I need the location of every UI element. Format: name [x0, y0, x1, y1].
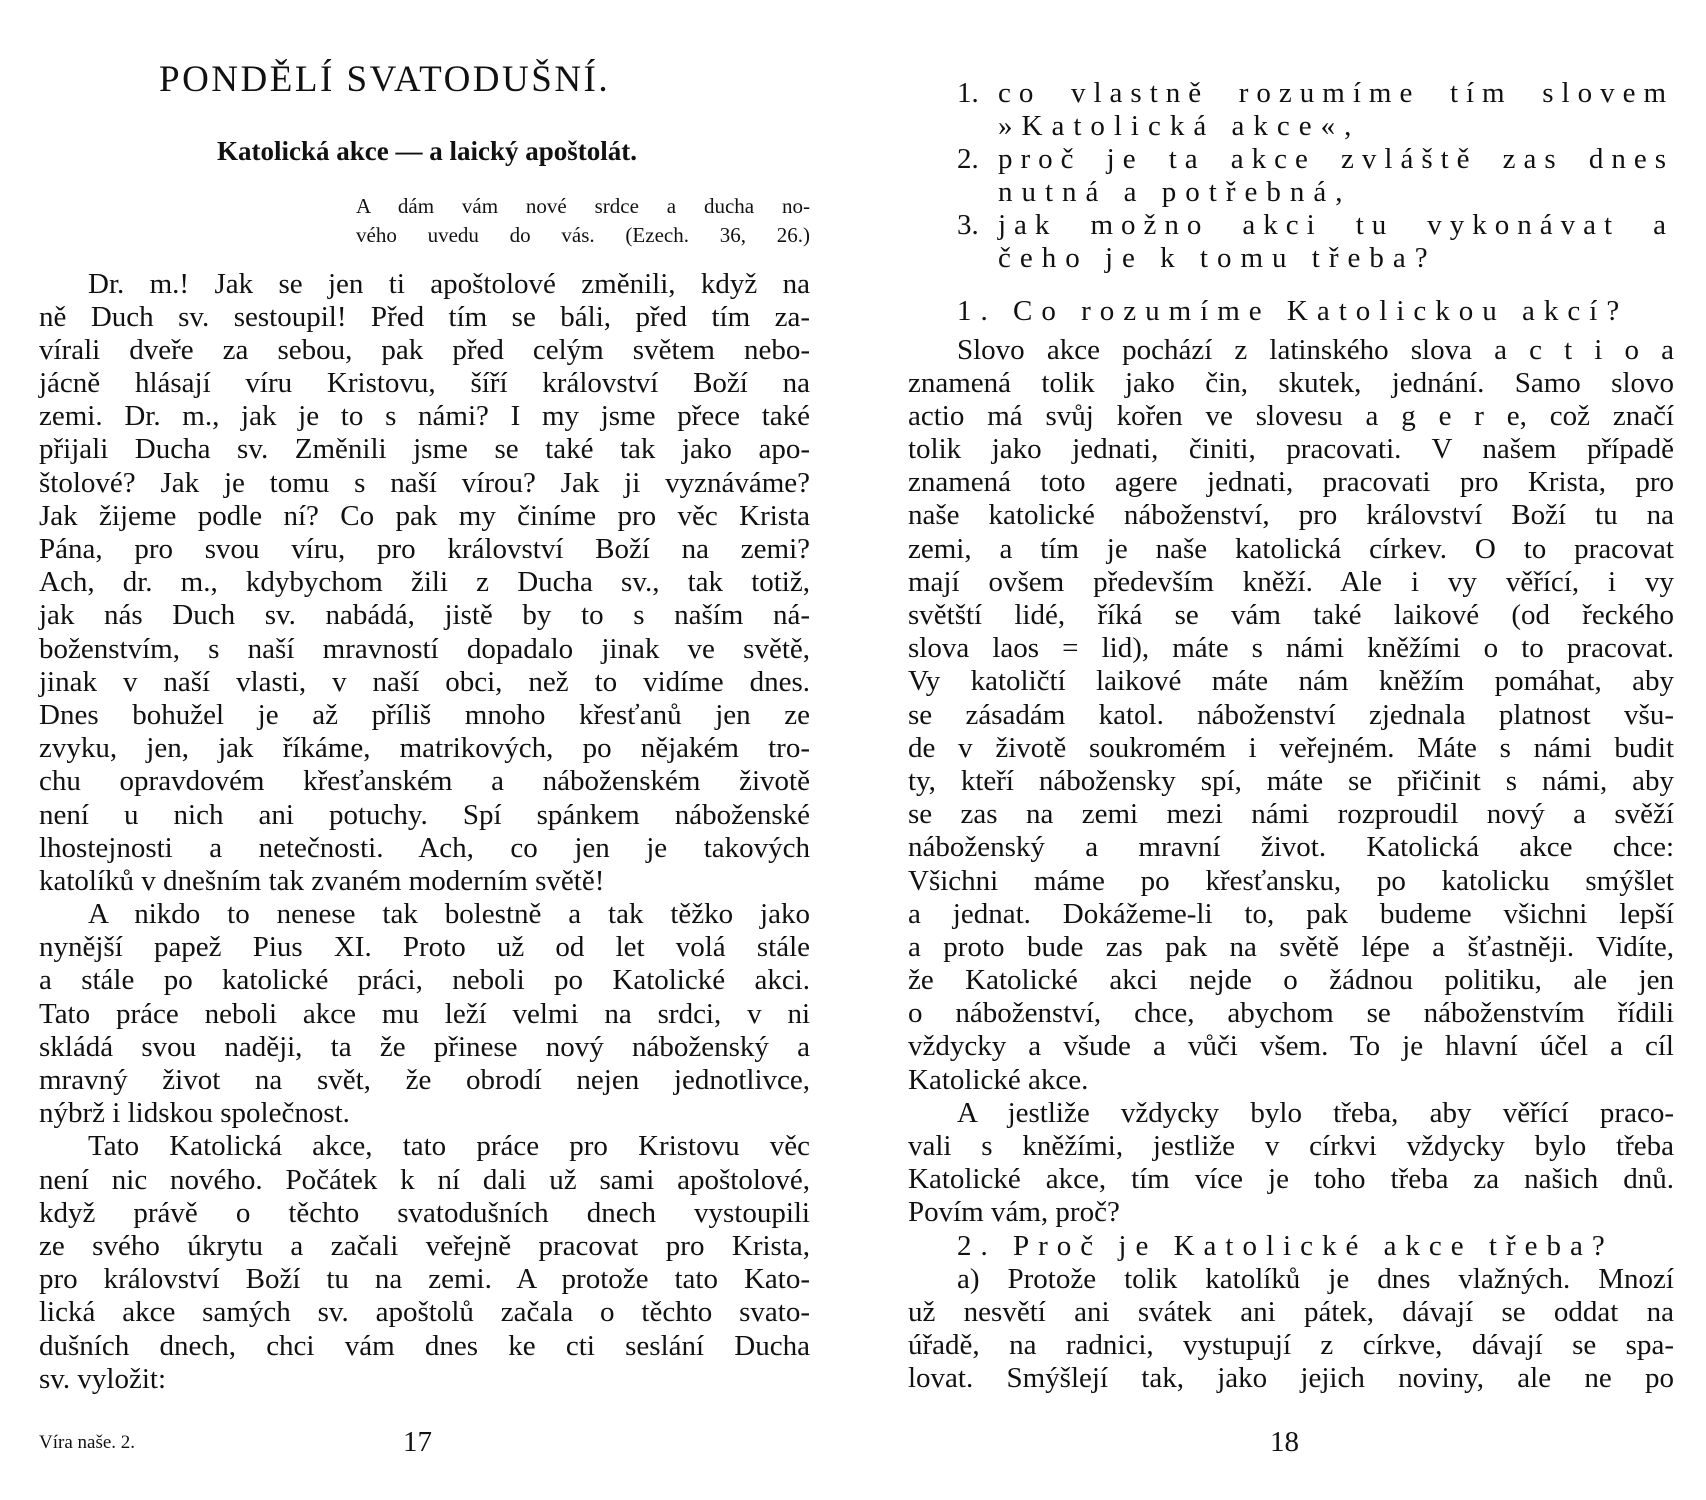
text-line: Pána, pro svou víru, pro království Boží na zemi?: [39, 533, 810, 565]
paragraph: [39, 268, 810, 899]
text-line: pro království Boží tu na zemi. A protože tato Kato-: [39, 1263, 810, 1296]
outline-list: [957, 77, 1674, 276]
text-line: už nesvětí ani svátek ani pátek, dávají se oddat na: [908, 1295, 1674, 1328]
text-line: se zas na zemi mezi námi rozproudil nový a svěží: [908, 798, 1674, 831]
outline-item: [957, 77, 1674, 143]
text-line: vali s kněžími, jestliže v církvi vždycky bylo třeba: [908, 1130, 1674, 1162]
text-line: lovat. Smýšlejí tak, jako jejich noviny, ale ne po: [908, 1362, 1674, 1395]
paragraph: [39, 898, 810, 1130]
epigraph-line: A dám vám nové srdce a ducha no-: [356, 194, 810, 218]
outline-text: [998, 209, 1674, 275]
chapter-title: PONDĚLÍ SVATODUŠNÍ.: [159, 59, 611, 100]
text-line: o náboženství, chce, abychom se náboženstvím řídili: [908, 997, 1674, 1030]
text-line: mravný život na svět, že obrodí nejen jednotlivce,: [39, 1064, 810, 1096]
page-number: 18: [1270, 1426, 1299, 1458]
section-heading-1: 1. Co rozumíme Katolickou akcí?: [957, 295, 1629, 327]
text-line: Dr. m.! Jak se jen ti apoštolové změnili, když na: [88, 267, 810, 300]
text-line: Jak žijeme podle ní? Co pak my činíme pro věc Krista: [39, 499, 810, 532]
text-line: »Katolická akce«,: [998, 109, 1361, 142]
text-line: zemi. Dr. m., jak je to s námi? I my jsme přece také: [39, 400, 810, 433]
text-line: lická akce samých sv. apoštolů začala o těchto svato-: [39, 1296, 810, 1329]
text-line: není u nich ani potuchy. Spí spánkem náboženské: [39, 798, 810, 831]
text-line: ně Duch sv. sestoupil! Před tím se báli, před tím za-: [39, 300, 810, 333]
text-line: co vlastně rozumíme tím slovem: [998, 76, 1674, 109]
text-line: Vy katoličtí laikové máte nám kněžím pomáhat, aby: [908, 665, 1674, 698]
text-line: katolíků v dnešním tak zvaném moderním světě!: [39, 864, 605, 897]
text-line: Katolické akce, tím více je toho třeba za našich dnů.: [908, 1163, 1674, 1196]
outline-number: 2.: [957, 142, 979, 175]
text-line: zvyku, jen, jak říkáme, matrikových, po nějakém tro-: [39, 732, 810, 765]
text-line: a stále po katolické práci, neboli po Katolické akci.: [39, 964, 810, 997]
text-line: přijali Ducha sv. Změnili jsme se také tak jako apo-: [39, 433, 810, 466]
text-line: se zásadám katol. náboženství zjednala platnost všu-: [908, 698, 1674, 731]
text-line: není nic nového. Počátek k ní dali už sami apoštolové,: [39, 1163, 810, 1196]
text-line: Slovo akce pochází z latinského slova a c t i o a: [957, 333, 1674, 366]
text-line: zemi, a tím je naše katolická církev. O to pracovat: [908, 532, 1674, 565]
section-heading-2: 2. Proč je Katolické akce třeba?: [957, 1229, 1614, 1262]
text-line: Dnes bohužel je až příliš mnoho křesťanů jen ze: [39, 698, 810, 731]
text-line: Tato Katolická akce, tato práce pro Kristovu věc: [88, 1130, 810, 1163]
text-line: Povím vám, proč?: [908, 1196, 1120, 1229]
paragraph: [908, 334, 1674, 1097]
text-line: že Katolické akci nejde o žádnou politiku, ale jen: [908, 964, 1674, 997]
text-line: náboženský a mravní život. Katolická akce chce:: [908, 831, 1674, 864]
outline-number: 3.: [957, 209, 979, 242]
text-line: jinak v naší vlasti, v naší obci, než to vidíme dnes.: [39, 665, 810, 698]
text-line: znamená toto agere jednati, pracovati pro Krista, pro: [908, 466, 1674, 499]
text-line: když právě o těchto svatodušních dnech vystoupili: [39, 1196, 810, 1229]
text-line: a) Protože tolik katolíků je dnes vlažných. Mnozí: [957, 1262, 1674, 1295]
text-line: actio má svůj kořen ve slovesu a g e r e, což značí: [908, 399, 1674, 432]
text-line: dušních dnech, chci vám dnes ke cti seslání Ducha: [39, 1329, 810, 1362]
text-line: de v životě soukromém i veřejném. Máte s námi budit: [908, 731, 1674, 764]
text-line: nutná a potřebná,: [998, 176, 1352, 209]
text-line: ze svého úkrytu a začali veřejně pracovat pro Krista,: [39, 1229, 810, 1262]
text-line: vírali dveře za sebou, pak před celým světem nebo-: [39, 333, 810, 366]
text-line: úřadě, na radnici, vystupují z církve, dávají se spa-: [908, 1329, 1674, 1362]
text-line: znamená tolik jako čin, skutek, jednání. Samo slovo: [908, 366, 1674, 399]
text-line: mají ovšem především kněží. Ale i vy věřící, i vy: [908, 565, 1674, 598]
text-line: slova laos = lid), máte s námi kněžími o to pracovat.: [908, 632, 1674, 665]
right-body-text: [908, 334, 1674, 1396]
left-body-text: [39, 268, 810, 1396]
text-line: a jednat. Dokážeme-li to, pak budeme všichni lepší: [908, 897, 1674, 930]
text-line: štolové? Jak je tomu s naší vírou? Jak ji vyznáváme?: [39, 466, 810, 499]
text-line: A jestliže vždycky bylo třeba, aby věřící praco-: [957, 1096, 1674, 1129]
outline-item: [957, 209, 1674, 275]
text-line: a proto bude zas pak na světě lépe a šťastněji. Vidíte,: [908, 930, 1674, 963]
outline-item: [957, 143, 1674, 209]
outline-text: [998, 77, 1674, 143]
text-line: vždycky a všude a vůči všem. To je hlavní účel a cíl: [908, 1030, 1674, 1063]
paragraph: [908, 1263, 1674, 1396]
text-line: čeho je k tomu třeba?: [998, 242, 1437, 275]
text-line: nynější papež Pius XI. Proto už od let volá stále: [39, 931, 810, 964]
book-signature: Víra naše. 2.: [39, 1432, 136, 1453]
text-line: A nikdo to nenese tak bolestně a tak těžko jako: [88, 898, 810, 931]
text-line: ty, kteří nábožensky spí, máte se přičinit s námi, aby: [908, 764, 1674, 797]
text-line: jak možno akci tu vykonávat a: [998, 209, 1674, 242]
text-line: Katolické akce.: [908, 1063, 1089, 1096]
text-line: chu opravdovém křesťanském a náboženském životě: [39, 765, 810, 798]
paragraph: [39, 1130, 810, 1396]
page-number: 17: [403, 1426, 432, 1458]
text-line: boženstvím, s naší mravností dopadalo jinak ve světě,: [39, 632, 810, 665]
text-line: skládá svou naději, ta že přinese nový náboženský a: [39, 1030, 810, 1063]
text-line: nýbrž i lidskou společnost.: [39, 1097, 350, 1130]
text-line: sv. vyložit:: [39, 1362, 167, 1395]
text-line: jácně hlásají víru Kristovu, šíří království Boží na: [39, 367, 810, 400]
sermon-subtitle: Katolická akce — a laický apoštolát.: [217, 136, 637, 166]
epigraph: [356, 192, 810, 250]
epigraph-line: vého uvedu do vás. (Ezech. 36, 26.): [356, 223, 810, 247]
text-line: Všichni máme po křesťansku, po katolicku smýšlet: [908, 864, 1674, 897]
text-line: jak nás Duch sv. nabádá, jistě by to s naším ná-: [39, 599, 810, 632]
outline-text: [998, 143, 1674, 209]
text-line: lhostejnosti a netečnosti. Ach, co jen je takových: [39, 831, 810, 864]
text-line: světští lidé, říká se vám také laikové (od řeckého: [908, 599, 1674, 631]
text-line: naše katolické náboženství, pro království Boží tu na: [908, 499, 1674, 532]
text-line: tolik jako jednati, činiti, pracovati. V našem případě: [908, 433, 1674, 466]
text-line: Tato práce neboli akce mu leží velmi na srdci, v ni: [39, 997, 810, 1030]
outline-number: 1.: [957, 76, 979, 109]
text-line: proč je ta akce zvláště zas dnes: [998, 142, 1674, 175]
paragraph: [908, 1097, 1674, 1230]
text-line: Ach, dr. m., kdybychom žili z Ducha sv., tak totiž,: [39, 566, 810, 599]
